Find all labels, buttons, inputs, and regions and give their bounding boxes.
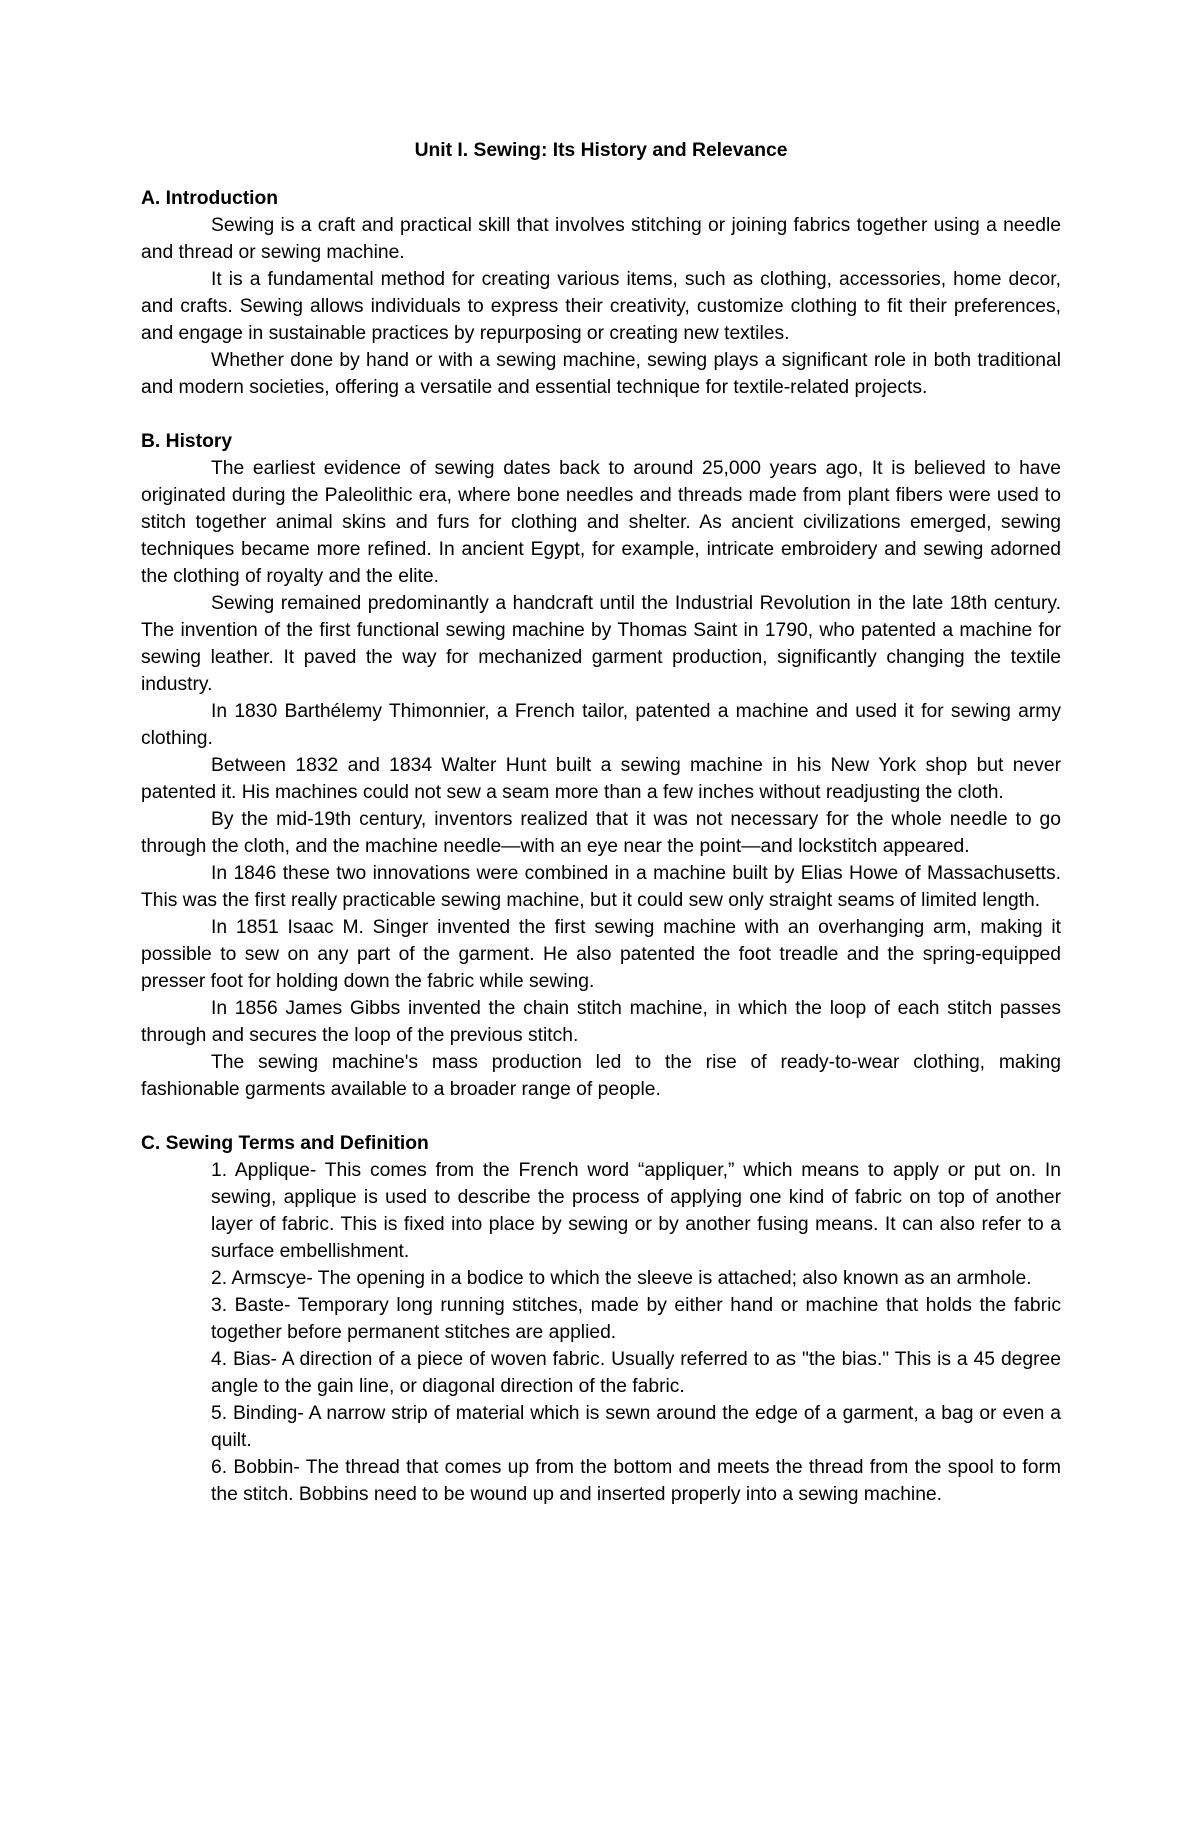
term-item: 2. Armscye- The opening in a bodice to which the sleeve is attached; also known as an armhole. <box>211 1268 1032 1289</box>
section-heading-introduction: A. Introduction <box>141 188 279 209</box>
section-introduction <box>141 185 1061 401</box>
term-item: 6. Bobbin- The thread that comes up from the bottom and meets the thread from the spool to form the stitch. Bobbins need to be wound up and inserted properly into a sewing machine. <box>211 1457 1061 1505</box>
history-paragraph: Sewing remained predominantly a handcraft until the Industrial Revolution in the late 18th century. The invention of the first functional sewing machine by Thomas Saint in 1790, who patented a machine for sewing leather. It paved the way for mechanized garment production, significantly changing the textile industry. <box>141 593 1061 695</box>
history-paragraph: By the mid-19th century, inventors realized that it was not necessary for the whole needle to go through the cloth, and the machine needle—with an eye near the point—and lockstitch appeared. <box>141 809 1061 857</box>
section-terms <box>141 1130 1061 1508</box>
term-item: 1. Applique- This comes from the French word “appliquer,” which means to apply or put on. In sewing, applique is used to describe the process of applying one kind of fabric on top of another layer of fabric. This is fixed into place by sewing or by another fusing means. It can also refer to a surface embellishment. <box>211 1160 1061 1262</box>
history-paragraph: Between 1832 and 1834 Walter Hunt built a sewing machine in his New York shop but never patented it. His machines could not sew a seam more than a few inches without readjusting the cloth. <box>141 755 1061 803</box>
intro-paragraph: Whether done by hand or with a sewing machine, sewing plays a significant role in both traditional and modern societies, offering a versatile and essential technique for textile-related projects. <box>141 350 1061 398</box>
intro-paragraph: Sewing is a craft and practical skill that involves stitching or joining fabrics together using a needle and thread or sewing machine. <box>141 215 1061 263</box>
term-item: 5. Binding- A narrow strip of material which is sewn around the edge of a garment, a bag or even a quilt. <box>211 1403 1061 1451</box>
terms-list <box>141 1157 1061 1508</box>
term-item: 4. Bias- A direction of a piece of woven fabric. Usually referred to as "the bias." This is a 45 degree angle to the gain line, or diagonal direction of the fabric. <box>211 1349 1061 1397</box>
history-paragraph: In 1830 Barthélemy Thimonnier, a French tailor, patented a machine and used it for sewing army clothing. <box>141 701 1061 749</box>
history-paragraph: The earliest evidence of sewing dates back to around 25,000 years ago, It is believed to have originated during the Paleolithic era, where bone needles and threads made from plant fibers were used to stitch together animal skins and furs for clothing and shelter. As ancient civilizations emerged, sewing techniques became more refined. In ancient Egypt, for example, intricate embroidery and sewing adorned the clothing of royalty and the elite. <box>141 458 1061 587</box>
term-item: 3. Baste- Temporary long running stitches, made by either hand or machine that holds the fabric together before permanent stitches are applied. <box>211 1295 1061 1343</box>
history-paragraph: The sewing machine's mass production led to the rise of ready-to-wear clothing, making fashionable garments available to a broader range of people. <box>141 1052 1061 1100</box>
intro-paragraph: It is a fundamental method for creating various items, such as clothing, accessories, home decor, and crafts. Sewing allows individuals to express their creativity, customize clothing to fit their preferences, and engage in sustainable practices by repurposing or creating new textiles. <box>141 269 1061 344</box>
section-heading-terms: C. Sewing Terms and Definition <box>141 1133 429 1154</box>
section-history <box>141 428 1061 1103</box>
history-paragraph: In 1846 these two innovations were combined in a machine built by Elias Howe of Massachusetts. This was the first really practicable sewing machine, but it could sew only straight seams of limited length. <box>141 863 1061 911</box>
section-heading-history: B. History <box>141 431 233 452</box>
document-page <box>141 137 1061 1535</box>
history-paragraph: In 1856 James Gibbs invented the chain stitch machine, in which the loop of each stitch passes through and secures the loop of the previous stitch. <box>141 998 1061 1046</box>
document-title: Unit I. Sewing: Its History and Relevance <box>414 140 788 161</box>
history-paragraph: In 1851 Isaac M. Singer invented the first sewing machine with an overhanging arm, making it possible to sew on any part of the garment. He also patented the foot treadle and the spring-equipped presser foot for holding down the fabric while sewing. <box>141 917 1061 992</box>
